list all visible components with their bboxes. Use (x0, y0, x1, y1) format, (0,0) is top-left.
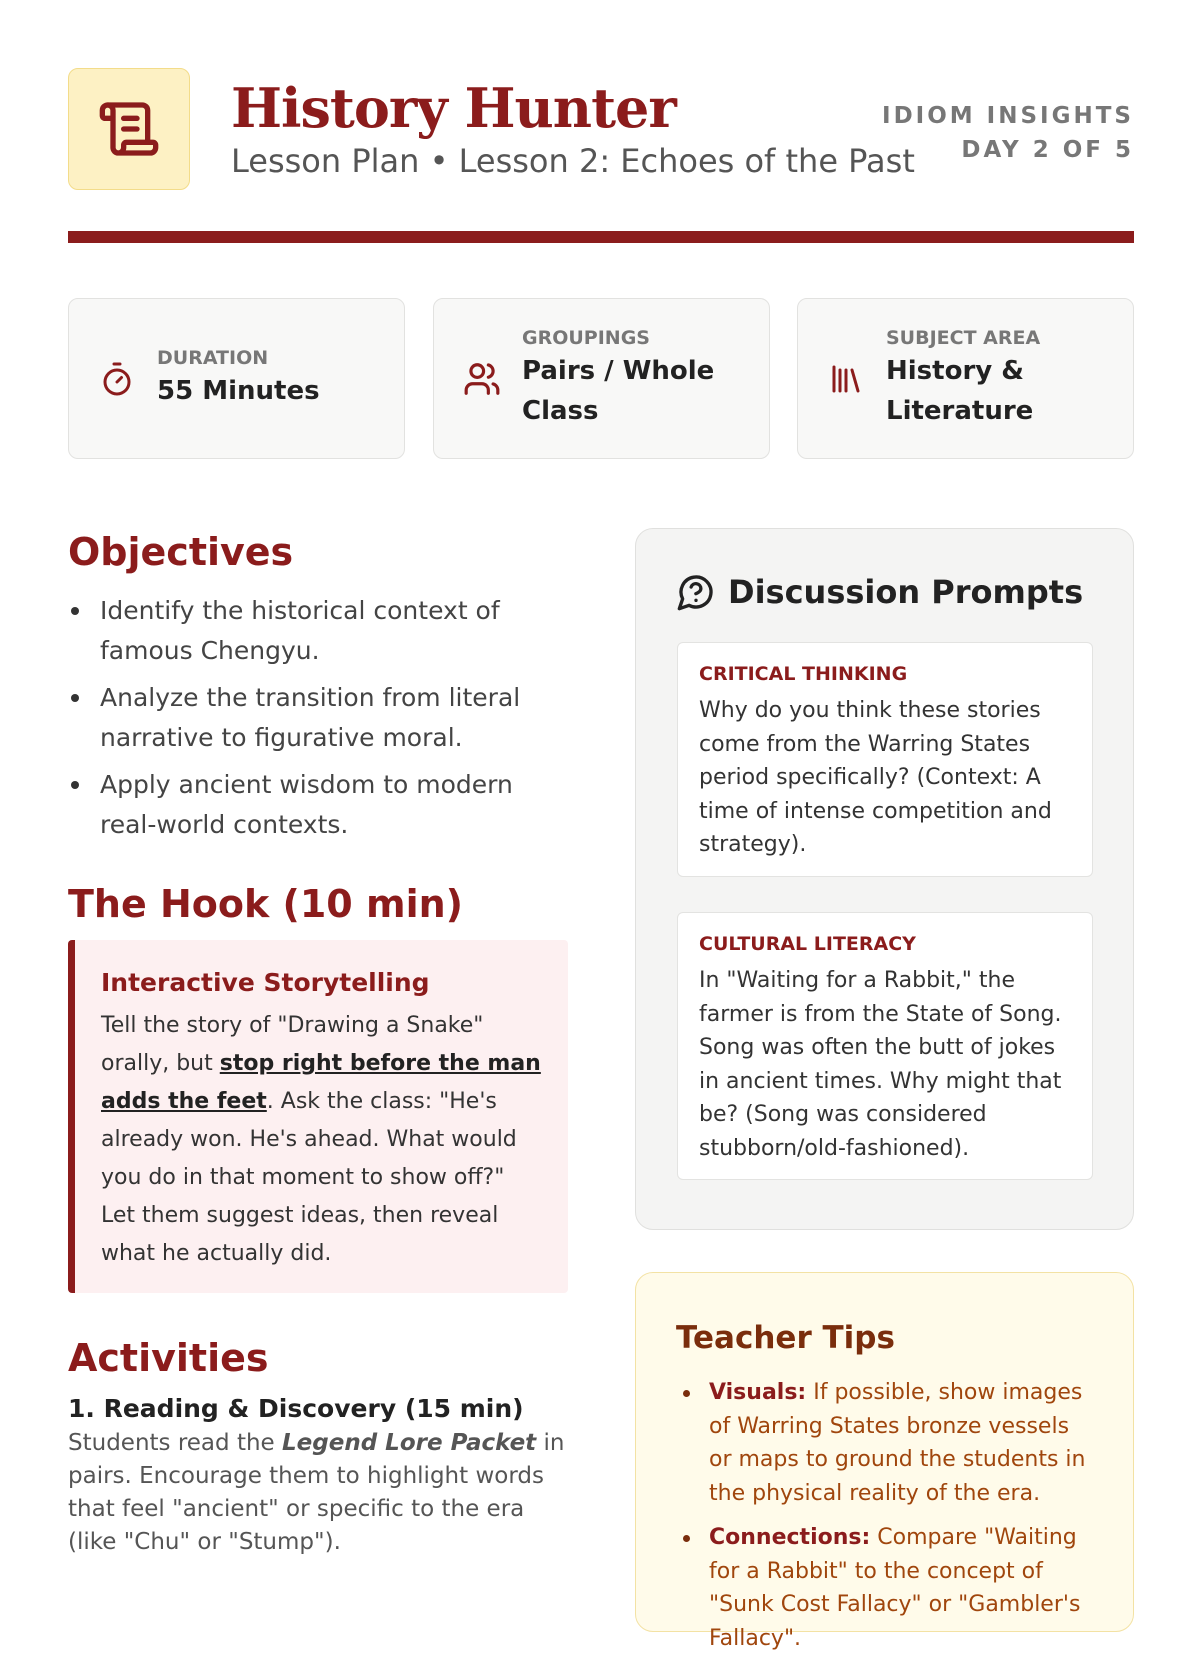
hook-callout (68, 940, 568, 1293)
activity-title: 1. Reading & Discovery (15 min) (68, 1394, 524, 1423)
prompt-card (677, 912, 1093, 1180)
groupings-value: Pairs / Whole Class (522, 356, 715, 426)
stopwatch-icon (97, 359, 137, 399)
list-item: Connections: Compare "Waiting for a Rabbit" to the concept of "Sunk Cost Fallacy" or "Gambler's Fallacy". (676, 1521, 1098, 1655)
hook-emphasis: stop right before the man adds the feet (101, 1051, 541, 1114)
duration-label: DURATION (157, 347, 269, 369)
page-header (68, 68, 1134, 190)
groupings-card (433, 298, 770, 459)
brand-block (882, 99, 1134, 167)
discussion-header (676, 572, 1083, 612)
logo-badge (68, 68, 190, 190)
tips-list (676, 1376, 1098, 1666)
list-item: Identify the historical context of famous Chengyu. (68, 591, 568, 671)
tips-heading: Teacher Tips (676, 1320, 895, 1356)
left-column (68, 530, 568, 1559)
page-title: History Hunter (231, 76, 676, 140)
hook-text: Tell the story of "Drawing a Snake" orally, but stop right before the man adds the feet. Ask the class: "He's already won. He's ahead. What would you do in that moment to show off?" Let them suggest ideas, then reveal what he actually did. (101, 1013, 541, 1266)
prompt-label: CRITICAL THINKING (699, 663, 908, 685)
packet-name: Legend Lore Packet (282, 1430, 537, 1456)
help-bubble-icon (676, 572, 716, 612)
teacher-tips-panel (635, 1272, 1134, 1651)
day-indicator: DAY 2 OF 5 (961, 137, 1134, 163)
activity-text: Students read the Legend Lore Packet in pairs. Encourage them to highlight words that feel "ancient" or specific to the era (like "Chu" or "Stump"). (68, 1430, 565, 1555)
discussion-panel (635, 528, 1134, 1230)
objectives-list (68, 591, 568, 845)
duration-value: 55 Minutes (157, 376, 320, 406)
subject-card (797, 298, 1134, 459)
subject-label: SUBJECT AREA (886, 327, 1041, 349)
list-item: Analyze the transition from literal narrative to figurative moral. (68, 678, 568, 758)
brand-name: IDIOM INSIGHTS (882, 103, 1134, 129)
list-item: Apply ancient wisdom to modern real-world contexts. (68, 765, 568, 845)
prompt-text: Why do you think these stories come from the Warring States period specifically? (Context: A time of intense competition and strategy). (699, 698, 1052, 857)
lesson-subtitle: Lesson Plan • Lesson 2: Echoes of the Past (231, 142, 915, 180)
discussion-heading: Discussion Prompts (728, 573, 1084, 611)
subject-value: History & Literature (886, 356, 1034, 426)
groupings-label: GROUPINGS (522, 327, 650, 349)
scroll-icon (97, 97, 161, 161)
activities-heading: Activities (68, 1336, 269, 1380)
prompt-label: CULTURAL LITERACY (699, 933, 916, 955)
header-divider (68, 231, 1134, 243)
prompt-card (677, 642, 1093, 877)
users-icon (462, 359, 502, 399)
hook-box-title: Interactive Storytelling (101, 968, 430, 997)
list-item: Visuals: If possible, show images of Warring States bronze vessels or maps to ground the students in the physical reality of the era. (676, 1376, 1098, 1510)
duration-card (68, 298, 405, 459)
hook-heading: The Hook (10 min) (68, 882, 464, 926)
objectives-heading: Objectives (68, 530, 294, 574)
prompt-text: In "Waiting for a Rabbit," the farmer is from the State of Song. Song was often the butt of jokes in ancient times. Why might that be? (Song was considered stubborn/old-fashioned). (699, 968, 1062, 1161)
library-icon (826, 359, 866, 399)
